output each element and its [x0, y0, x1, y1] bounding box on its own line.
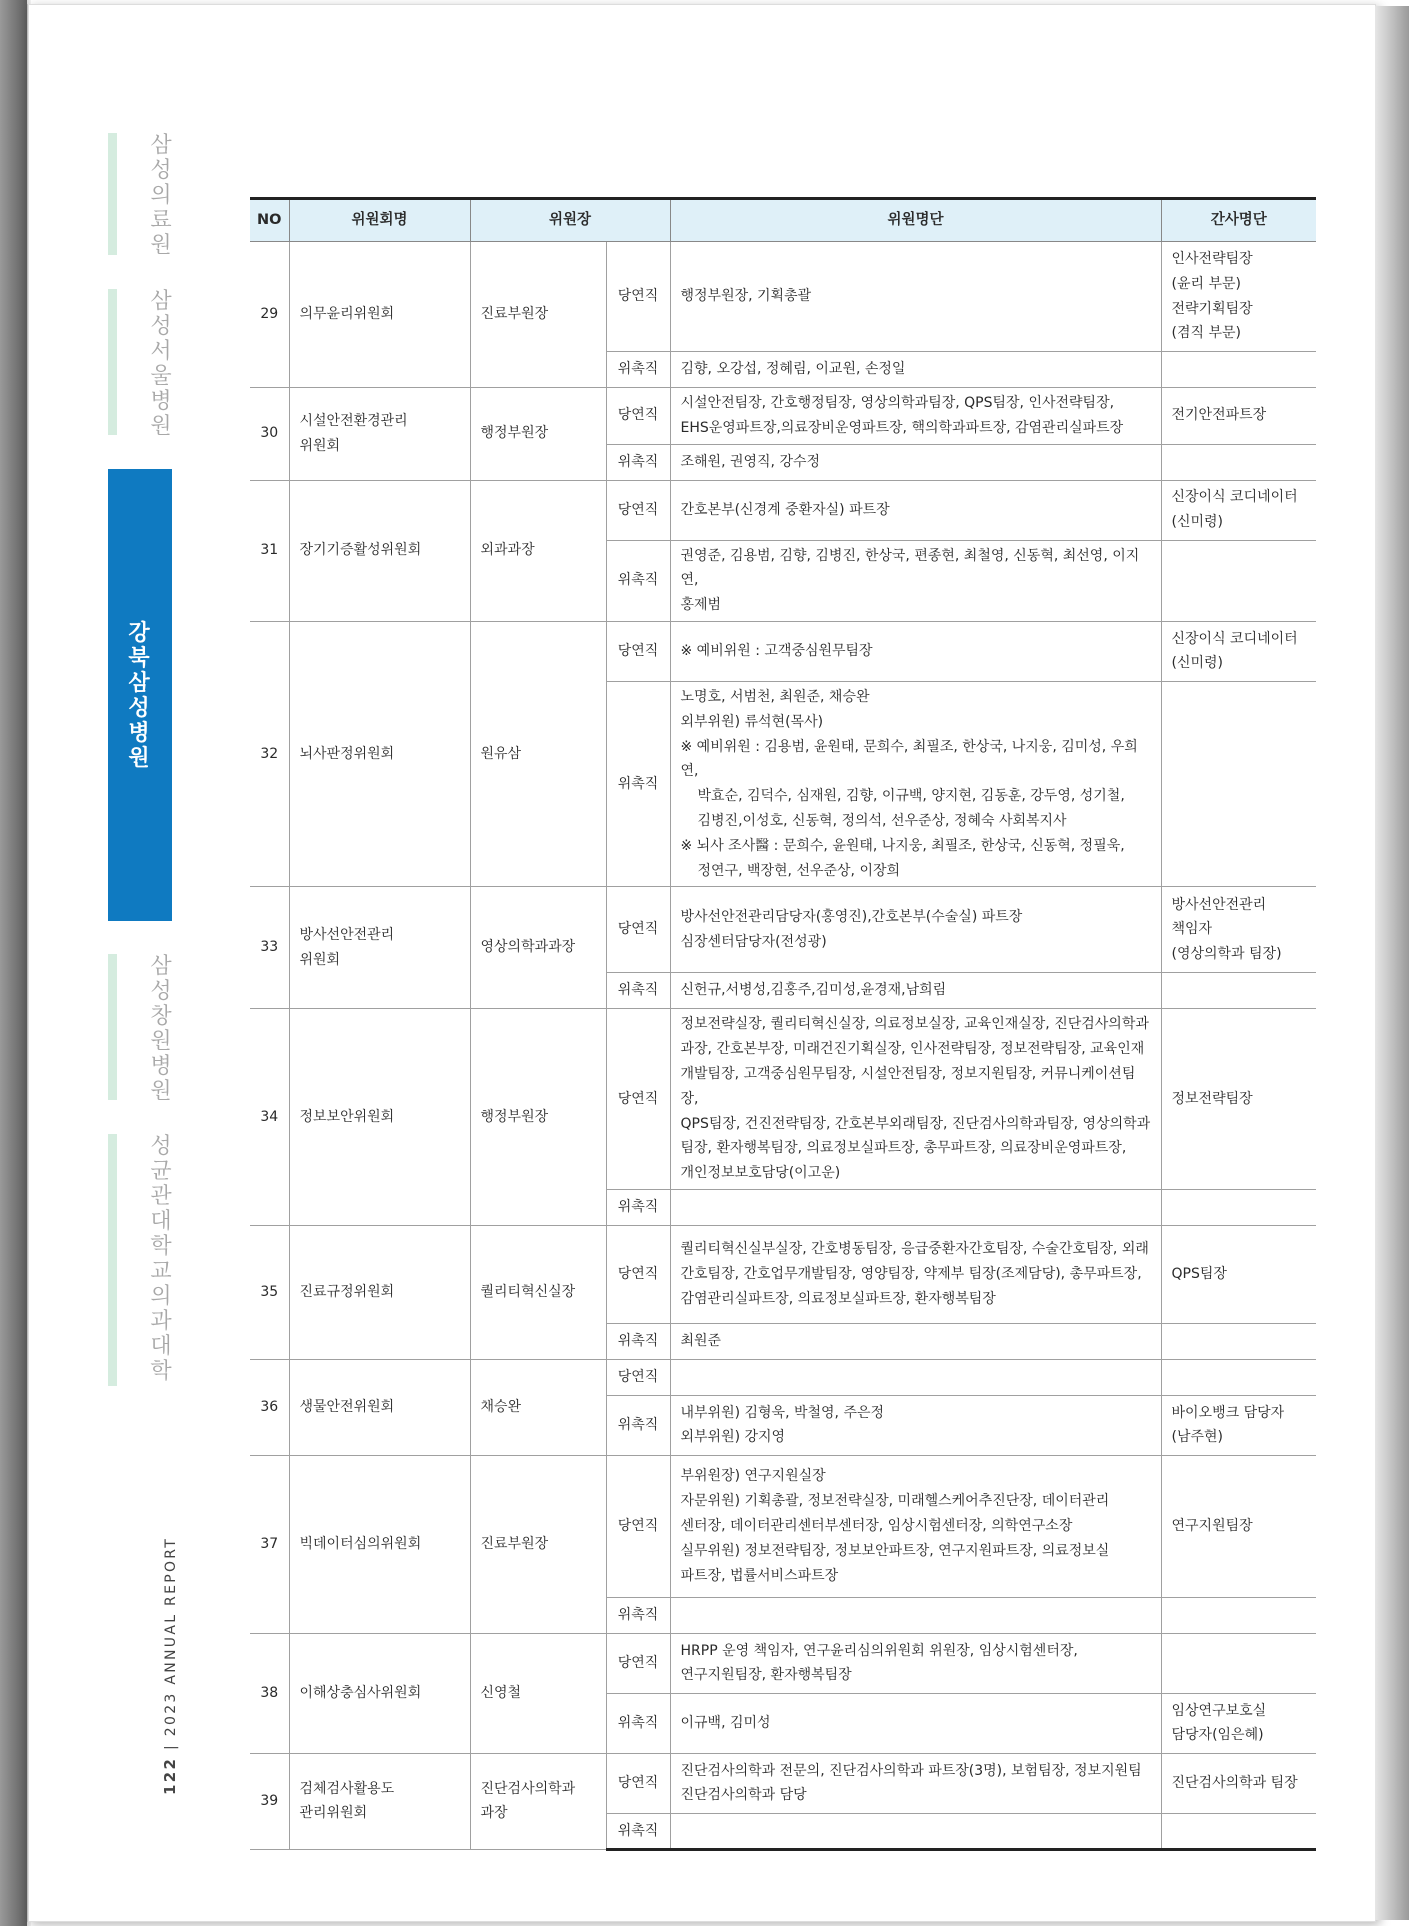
secretary-list	[1161, 540, 1316, 621]
member-type: 위촉직	[606, 1693, 670, 1753]
text-line: 김병진,이성호, 신동혁, 정의석, 선우준상, 정혜숙 사회복지사	[697, 812, 1067, 829]
members-list	[670, 973, 1161, 1009]
chair-name: 영상의학과과장	[470, 887, 606, 1009]
text-line: 과장, 간호본부장, 미래건진기획실장, 인사전략팀장, 정보전략팀장, 교육인재	[680, 1041, 1145, 1058]
secretary-list	[1161, 444, 1316, 480]
row-number: 38	[250, 1633, 289, 1753]
side-nav-samsung-medical-center[interactable]	[108, 133, 172, 258]
member-type: 위촉직	[606, 973, 670, 1009]
text-line: 바이오뱅크 담당자	[1171, 1404, 1285, 1421]
member-type: 당연직	[606, 621, 670, 681]
text-line: 과장	[480, 1805, 508, 1822]
members-list	[670, 388, 1161, 445]
text-line: 전기안전파트장	[1171, 407, 1267, 424]
text-line: 개인정보보호담당(이고운)	[680, 1165, 841, 1182]
side-nav-label: 삼성창원병원	[150, 954, 172, 1104]
text-line: 파트장, 법률서비스파트장	[680, 1567, 839, 1584]
member-type: 당연직	[606, 887, 670, 973]
row-number: 31	[250, 480, 289, 621]
text-line: QPS팀장	[1171, 1266, 1227, 1283]
side-nav-kangbuk-samsung-hospital[interactable]	[108, 469, 172, 921]
secretary-list	[1161, 1813, 1316, 1849]
row-number: 36	[250, 1359, 289, 1455]
secretary-list	[1161, 1225, 1316, 1323]
text-line: (윤리 부문)	[1171, 275, 1241, 292]
secretary-list	[1161, 1693, 1316, 1753]
member-type: 위촉직	[606, 444, 670, 480]
secretary-list	[1161, 621, 1316, 681]
secretary-list	[1161, 1359, 1316, 1395]
member-type: 당연직	[606, 1753, 670, 1813]
member-type: 당연직	[606, 1225, 670, 1323]
page-stack-edge	[1375, 6, 1409, 1920]
text-line: (겸직 부문)	[1171, 325, 1241, 342]
text-line: 내부위원) 김형욱, 박철영, 주은정	[680, 1404, 885, 1421]
text-line: 홍제범	[680, 597, 722, 614]
members-list	[670, 1395, 1161, 1455]
page-footer	[146, 1536, 179, 1795]
member-type: 위촉직	[606, 1597, 670, 1633]
text-line: 검체검사활용도	[299, 1780, 395, 1797]
committee-name	[289, 388, 470, 481]
text-line: 개발팀장, 고객중심원무팀장, 시설안전팀장, 정보지원팀장, 커뮤니케이션팀장,	[680, 1065, 1136, 1107]
text-line: 담당자(임은혜)	[1171, 1727, 1264, 1744]
nav-bar	[108, 289, 117, 435]
members-list	[670, 1753, 1161, 1813]
footer-separator: |	[163, 1742, 179, 1751]
text-line: 연구지원팀장, 환자행복팀장	[680, 1667, 852, 1684]
side-nav-skku-medicine[interactable]	[108, 1134, 172, 1386]
text-line: 노명호, 서범천, 최원준, 채승완	[680, 688, 870, 705]
header-no: NO	[250, 199, 289, 242]
member-type: 당연직	[606, 1009, 670, 1190]
secretary-list	[1161, 681, 1316, 886]
header-secretary: 간사명단	[1161, 199, 1316, 242]
header-members: 위원명단	[670, 199, 1161, 242]
members-list	[670, 242, 1161, 352]
side-nav-label: 삼성의료원	[150, 133, 172, 258]
page-number: 122	[161, 1756, 179, 1795]
members-list	[670, 1323, 1161, 1359]
committee-name: 진료규정위원회	[289, 1225, 470, 1359]
text-line: 진단검사의학과	[480, 1780, 576, 1797]
member-type: 위촉직	[606, 1323, 670, 1359]
members-list	[670, 1813, 1161, 1849]
text-line: 연구지원팀장	[1171, 1518, 1253, 1535]
text-line: QPS팀장, 건진전략팀장, 간호본부외래팀장, 진단검사의학과팀장, 영상의학과	[680, 1115, 1151, 1132]
text-line: 시설안전팀장, 간호행정팀장, 영상의학과팀장, QPS팀장, 인사전략팀장,	[680, 395, 1115, 411]
committee-name: 정보보안위원회	[289, 1009, 470, 1226]
side-nav-samsung-seoul-hospital[interactable]	[108, 289, 172, 439]
text-line: 팀장, 환자행복팀장, 의료정보실파트장, 총무파트장, 의료장비운영파트장,	[680, 1140, 1127, 1157]
secretary-list	[1161, 1753, 1316, 1813]
member-type: 당연직	[606, 1359, 670, 1395]
text-line: 박효순, 김덕수, 심재원, 김향, 이규백, 양지현, 김동훈, 강두영, 성기철,	[697, 788, 1125, 805]
committee-name: 장기기증활성위원회	[289, 480, 470, 621]
text-line: 신장이식 코디네이터	[1171, 489, 1298, 506]
secretary-list	[1161, 887, 1316, 973]
members-list	[670, 1359, 1161, 1395]
table-row	[250, 1455, 1316, 1597]
members-list	[670, 444, 1161, 480]
text-line: 최원준	[680, 1333, 722, 1350]
committee-name: 뇌사판정위원회	[289, 621, 470, 886]
member-type: 위촉직	[606, 1189, 670, 1225]
table-row	[250, 242, 1316, 352]
secretary-list	[1161, 352, 1316, 388]
chair-name: 행정부원장	[470, 1009, 606, 1226]
members-list	[670, 621, 1161, 681]
header-committee: 위원회명	[289, 199, 470, 242]
header-chair: 위원장	[470, 199, 670, 242]
members-list	[670, 1633, 1161, 1693]
row-number: 39	[250, 1753, 289, 1849]
members-list	[670, 1455, 1161, 1597]
secretary-list	[1161, 1395, 1316, 1455]
secretary-list	[1161, 242, 1316, 352]
members-list	[670, 1225, 1161, 1323]
members-list	[670, 352, 1161, 388]
text-line: (남주현)	[1171, 1429, 1223, 1446]
table-row	[250, 1753, 1316, 1813]
table-row	[250, 1359, 1316, 1395]
chair-name: 신영철	[470, 1633, 606, 1753]
text-line: 심장센터담당자(전성광)	[680, 933, 827, 950]
text-line: 정보전략팀장	[1171, 1090, 1253, 1107]
text-line: 인사전략팀장	[1171, 250, 1253, 267]
text-line: 관리위원회	[299, 1805, 368, 1822]
table-row	[250, 1009, 1316, 1190]
nav-bar	[108, 1134, 117, 1386]
chair-name: 행정부원장	[470, 388, 606, 481]
text-line: 외부위원) 류석현(목사)	[680, 713, 824, 730]
members-list	[670, 1597, 1161, 1633]
member-type: 당연직	[606, 1633, 670, 1693]
committee-name: 생물안전위원회	[289, 1359, 470, 1455]
chair-name: 퀄리티혁신실장	[470, 1225, 606, 1359]
row-number: 34	[250, 1009, 289, 1226]
text-line: 조해원, 권영직, 강수정	[680, 453, 821, 470]
text-line: ※ 예비위원 : 김용범, 윤원태, 문희수, 최필조, 한상국, 나지웅, 김미성, 우희연,	[680, 738, 1138, 780]
text-line: 방사선안전관리	[1171, 896, 1267, 913]
table-row	[250, 1225, 1316, 1323]
text-line: 자문위원) 기획총괄, 정보전략실장, 미래헬스케어추진단장, 데이터관리	[680, 1493, 1110, 1510]
secretary-list	[1161, 1633, 1316, 1693]
text-line: 행정부원장, 기획총괄	[680, 288, 812, 305]
text-line: 정연구, 백장현, 선우준상, 이장희	[697, 862, 901, 879]
text-line: ※ 뇌사 조사醫 : 문희수, 윤원태, 나지웅, 최필조, 한상국, 신동혁, 정필욱,	[680, 837, 1125, 854]
text-line: (신미령)	[1171, 514, 1223, 531]
chair-name	[470, 1753, 606, 1849]
text-line: 간호팀장, 간호업무개발팀장, 영양팀장, 약제부 팀장(조제담당), 총무파트장,	[680, 1266, 1142, 1283]
report-title: 2023 ANNUAL REPORT	[163, 1536, 179, 1737]
text-line: 실무위원) 정보전략팀장, 정보보안파트장, 연구지원파트장, 의료정보실	[680, 1542, 1110, 1559]
text-line: 정보전략실장, 퀄리티혁신실장, 의료정보실장, 교육인재실장, 진단검사의학과	[680, 1016, 1149, 1033]
side-nav-label: 성균관대학교 의과대학	[150, 1134, 172, 1384]
members-list	[670, 681, 1161, 886]
text-line: 외부위원) 강지영	[680, 1429, 786, 1446]
row-number: 37	[250, 1455, 289, 1633]
committee-table	[250, 197, 1316, 1851]
text-line: 간호본부(신경계 중환자실) 파트장	[680, 501, 890, 518]
committee-name: 이해상충심사위원회	[289, 1633, 470, 1753]
member-type: 위촉직	[606, 352, 670, 388]
text-line: 위원회	[299, 437, 341, 454]
committee-name	[289, 887, 470, 1009]
secretary-list	[1161, 1189, 1316, 1225]
member-type: 당연직	[606, 1455, 670, 1597]
text-line: 진단검사의학과 전문의, 진단검사의학과 파트장(3명), 보험팀장, 정보지원팀	[680, 1762, 1142, 1779]
text-line: (영상의학과 팀장)	[1171, 946, 1282, 963]
text-line: 방사선안전관리	[299, 927, 395, 944]
chair-name: 진료부원장	[470, 1455, 606, 1633]
secretary-list	[1161, 1009, 1316, 1190]
members-list	[670, 1009, 1161, 1190]
text-line: 김향, 오강섭, 정혜림, 이교원, 손정일	[680, 361, 906, 378]
text-line: (신미령)	[1171, 655, 1223, 672]
text-line: 센터장, 데이터관리센터부센터장, 임상시험센터장, 의학연구소장	[680, 1518, 1073, 1535]
secretary-list	[1161, 388, 1316, 445]
member-type: 당연직	[606, 480, 670, 540]
member-type: 위촉직	[606, 540, 670, 621]
text-line: 위원회	[299, 951, 341, 968]
secretary-list	[1161, 480, 1316, 540]
text-line: 방사선안전관리담당자(홍영진),간호본부(수술실) 파트장	[680, 909, 1023, 926]
chair-name: 진료부원장	[470, 242, 606, 388]
committee-name: 의무윤리위원회	[289, 242, 470, 388]
table-row	[250, 480, 1316, 540]
text-line: 신헌규,서병성,김홍주,김미성,윤경재,남희림	[680, 982, 947, 999]
table-header	[250, 199, 1316, 242]
secretary-list	[1161, 1323, 1316, 1359]
table-row	[250, 1633, 1316, 1693]
side-nav-label: 삼성서울병원	[150, 289, 172, 439]
chair-name: 외과과장	[470, 480, 606, 621]
table-row	[250, 621, 1316, 681]
text-line: 이규백, 김미성	[680, 1715, 771, 1732]
text-line: 책임자	[1171, 921, 1213, 938]
text-line: 퀄리티혁신실부실장, 간호병동팀장, 응급중환자간호팀장, 수술간호팀장, 외래	[680, 1241, 1149, 1258]
member-type: 당연직	[606, 242, 670, 352]
table-row	[250, 388, 1316, 445]
members-list	[670, 887, 1161, 973]
member-type: 위촉직	[606, 681, 670, 886]
secretary-list	[1161, 973, 1316, 1009]
text-line: 임상연구보호실	[1171, 1702, 1267, 1719]
committee-name: 빅데이터심의위원회	[289, 1455, 470, 1633]
side-nav-samsung-changwon-hospital[interactable]	[108, 954, 172, 1104]
secretary-list	[1161, 1597, 1316, 1633]
members-list	[670, 540, 1161, 621]
text-line: 진단검사의학과 팀장	[1171, 1775, 1298, 1792]
nav-bar	[108, 954, 117, 1100]
table-row	[250, 887, 1316, 973]
committee-name	[289, 1753, 470, 1849]
text-line: 부위원장) 연구지원실장	[680, 1468, 826, 1485]
nav-bar	[108, 133, 117, 255]
text-line: 시설안전환경관리	[299, 413, 408, 429]
chair-name: 채승완	[470, 1359, 606, 1455]
side-nav-label: 강북삼성병원	[128, 621, 150, 771]
members-list	[670, 1189, 1161, 1225]
text-line: 권영준, 김용범, 김향, 김병진, 한상국, 편종현, 최철영, 신동혁, 최선영, 이지연,	[680, 547, 1140, 589]
text-line: HRPP 운영 책임자, 연구윤리심의위원회 위원장, 임상시험센터장,	[680, 1642, 1078, 1659]
row-number: 32	[250, 621, 289, 886]
member-type: 위촉직	[606, 1395, 670, 1455]
member-type: 위촉직	[606, 1813, 670, 1849]
row-number: 33	[250, 887, 289, 1009]
secretary-list	[1161, 1455, 1316, 1597]
chair-name: 원유삼	[470, 621, 606, 886]
text-line: ※ 예비위원 : 고객중심원무팀장	[680, 643, 873, 660]
row-number: 29	[250, 242, 289, 388]
members-list	[670, 1693, 1161, 1753]
text-line: 전략기획팀장	[1171, 300, 1253, 317]
row-number: 35	[250, 1225, 289, 1359]
members-list	[670, 480, 1161, 540]
text-line: EHS운영파트장,의료장비운영파트장, 핵의학과파트장, 감염관리실파트장	[680, 419, 1124, 436]
row-number: 30	[250, 388, 289, 481]
text-line: 감염관리실파트장, 의료정보실파트장, 환자행복팀장	[680, 1290, 996, 1307]
text-line: 신장이식 코디네이터	[1171, 630, 1298, 647]
member-type: 당연직	[606, 388, 670, 445]
text-line: 진단검사의학과 담당	[680, 1787, 807, 1804]
book-spine-shadow	[0, 0, 27, 1926]
